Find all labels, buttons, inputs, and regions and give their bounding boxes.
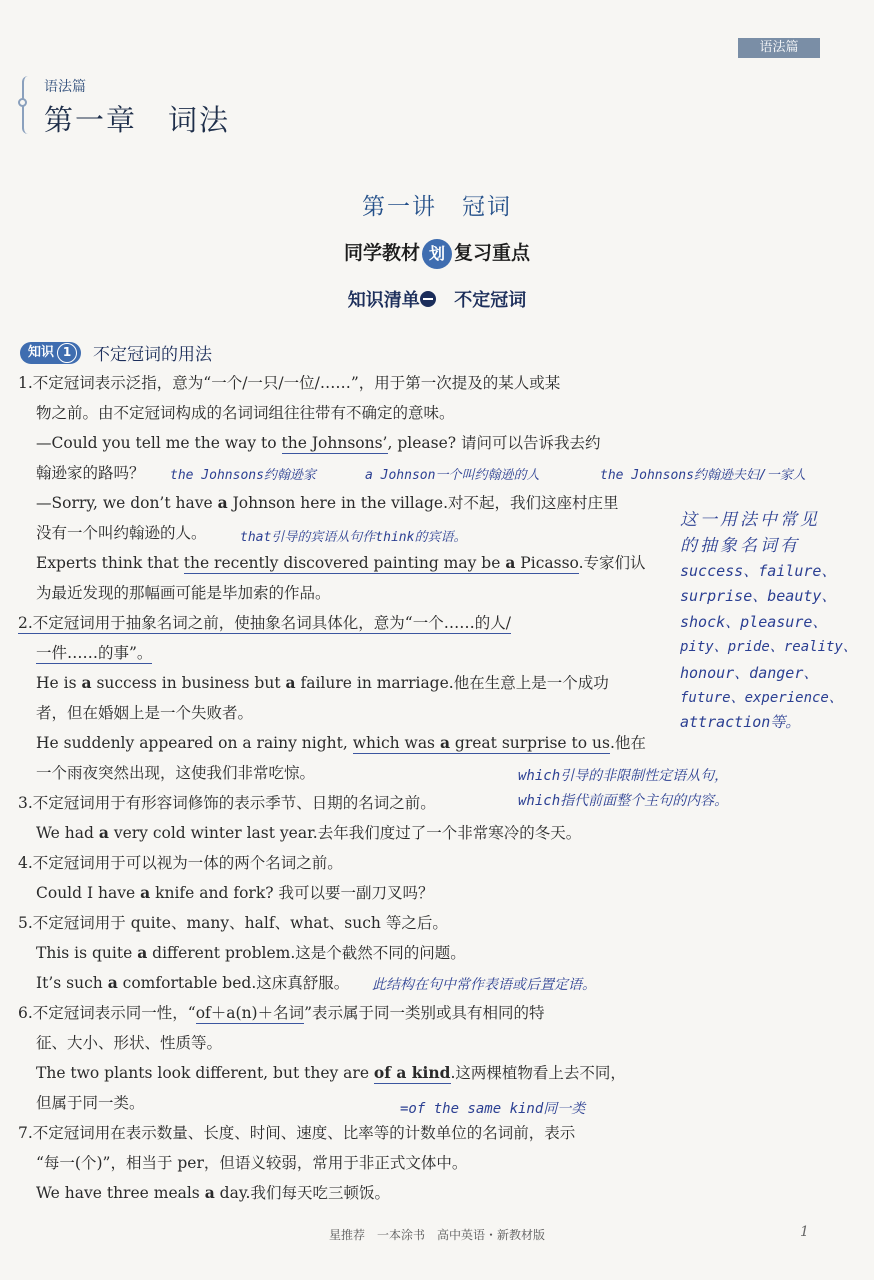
text-line: 3.不定冠词用于有形容词修饰的表示季节、日期的名词之前。 [18, 794, 436, 812]
text-span: the recently discovered painting may be [183, 554, 506, 572]
text-span: different problem.这是个截然不同的问题。 [147, 944, 466, 962]
text-span: —Sorry, we don’t have [36, 494, 218, 512]
text-span: failure in marriage.他在生意上是一个成功 [295, 674, 609, 692]
handwritten-note: the Johnsons约翰逊夫妇/一家人 [600, 468, 806, 483]
handwritten-note: a Johnson一个叫约翰逊的人 [365, 468, 540, 483]
text-line: 5.不定冠词用于 quite、many、half、what、such 等之后。 [18, 914, 448, 932]
text-span: which was [352, 734, 440, 752]
review-pre: 同学教材 [343, 242, 420, 264]
text-span: day.我们每天吃三顿饭。 [214, 1184, 390, 1202]
text-span: —Could you tell me the way to [36, 434, 282, 452]
text-line [18, 938, 673, 968]
text-line: 翰逊家的路吗？ [36, 464, 145, 482]
text-line: 者，但在婚姻上是一个失败者。 [36, 704, 254, 722]
text-span: .专家们认 [578, 554, 646, 572]
underlined-text: the Johnsons’ [281, 434, 388, 452]
bold-article: a [204, 1183, 215, 1202]
handwritten-note: attraction等。 [680, 713, 801, 731]
bold-article: a [81, 673, 92, 692]
text-span: , please? 请问可以告诉我去约 [387, 434, 601, 452]
handwritten-note: 此结构在句中常作表语或后置定语。 [372, 977, 596, 993]
number-one-icon [420, 291, 436, 307]
handwritten-note: 的抽象名词有 [680, 536, 800, 556]
text-span: Could I have [36, 884, 141, 902]
bold-article: a [137, 943, 148, 962]
review-circle-icon: 划 [422, 239, 452, 269]
text-line [18, 428, 673, 458]
handwritten-note: future、experience、 [680, 690, 843, 706]
text-line [18, 728, 673, 758]
text-line [18, 1058, 673, 1088]
review-heading [0, 238, 874, 269]
text-line: 4.不定冠词用于可以视为一体的两个名词之前。 [18, 854, 343, 872]
text-line [18, 638, 673, 668]
handwritten-note: which指代前面整个主句的内容。 [518, 793, 729, 809]
handwritten-note: pity、pride、reality、 [680, 639, 857, 655]
text-span: Picasso [515, 554, 579, 572]
text-line: 没有一个叫约翰逊的人。 [36, 524, 207, 542]
text-line [18, 878, 673, 908]
bold-article: a [217, 493, 228, 512]
review-post: 复习重点 [454, 242, 531, 264]
text-span: Experts think that [36, 554, 184, 572]
text-span: very cold winter last year.去年我们度过了一个非常寒冷的冬天。 [108, 824, 582, 842]
text-span: knife and fork? 我可以要一副刀叉吗？ [150, 884, 434, 902]
text-line [18, 548, 673, 578]
knowledge-list-title: 知识清单 [347, 290, 420, 311]
text-line: 但属于同一类。 [36, 1094, 145, 1112]
lecture-title: 第一讲 冠词 [362, 194, 512, 220]
section-tag: 语法篇 [738, 38, 820, 58]
page-number: 1 [800, 1224, 809, 1240]
article-body [18, 368, 673, 1208]
text-line [18, 608, 673, 638]
handwritten-note: that引导的宾语从句作think的宾语。 [240, 530, 467, 545]
text-line [18, 488, 673, 518]
handwritten-note: =of the same kind同一类 [400, 1101, 586, 1117]
text-span: 6.不定冠词表示同一性，“ [18, 1004, 196, 1022]
text-span: success in business but [91, 674, 286, 692]
text-span: The two plants look different, but they are [36, 1064, 374, 1082]
footer-text: 星推荐 一本涂书 高中英语・新教材版 [328, 1228, 545, 1242]
bold-article: a [439, 733, 450, 752]
bold-article: a [285, 673, 296, 692]
rule-1: 1.不定冠词表示泛指，意为“一个/一只/一位/……”，用于第一次提及的某人或某 [18, 374, 561, 392]
handwritten-note: shock、pleasure、 [680, 613, 828, 631]
text-line: “每一(个)”，相当于 per，但语义较弱，常用于非正式文体中。 [36, 1154, 468, 1172]
handwritten-note: success、failure、 [680, 562, 837, 580]
knowledge-badge [20, 342, 81, 364]
underlined-text [353, 734, 610, 754]
text-line [18, 818, 673, 848]
knowledge-list-heading [0, 286, 874, 312]
knowledge-badge-number: 1 [57, 343, 77, 363]
text-span: It’s such [36, 974, 108, 992]
text-span: This is quite [36, 944, 138, 962]
knowledge-list-title2: 不定冠词 [454, 290, 527, 311]
text-line: 征、大小、形状、性质等。 [36, 1034, 223, 1052]
text-span: .他在 [609, 734, 646, 752]
chapter-label: 语法篇 [44, 79, 86, 95]
rule-2: 2.不定冠词用于抽象名词之前，使抽象名词具体化，意为“一个……的人/ [18, 614, 511, 632]
bold-article: a [140, 883, 151, 902]
chapter-title: 第一章 词法 [44, 103, 231, 137]
text-span: He is [36, 674, 82, 692]
bold-article: a [98, 823, 109, 842]
underlined-text [184, 554, 579, 574]
text-span: We had [36, 824, 99, 842]
text-line [18, 368, 673, 398]
text-line [18, 998, 673, 1028]
text-line [18, 1178, 673, 1208]
handwritten-note: surprise、beauty、 [680, 587, 837, 605]
underlined-text: 一件……的事”。 [36, 644, 153, 662]
text-span: He suddenly appeared on a rainy night, [36, 734, 353, 752]
text-line: 7.不定冠词用在表示数量、长度、时间、速度、比率等的计数单位的名词前，表示 [18, 1124, 576, 1142]
knowledge-point-heading [20, 340, 213, 365]
underlined-text: of＋a(n)＋名词 [195, 1004, 305, 1022]
knowledge-badge-text: 知识 [28, 344, 55, 360]
bold-underlined-text: of a kind [373, 1063, 451, 1082]
text-line: 物之前。由不定冠词构成的名词词组往往带有不确定的意味。 [36, 404, 455, 422]
text-line [18, 668, 673, 698]
text-span: Johnson here in the village.对不起，我们这座村庄里 [227, 494, 619, 512]
handwritten-note: the Johnsons约翰逊家 [170, 468, 316, 483]
bold-article: a [107, 973, 118, 992]
text-span: ”表示属于同一类别或具有相同的特 [304, 1004, 545, 1022]
chapter-dot-icon [18, 98, 27, 107]
text-span: .这两棵植物看上去不同， [450, 1064, 626, 1082]
text-span: We have three meals [36, 1184, 205, 1202]
knowledge-point-title: 不定冠词的用法 [93, 345, 213, 365]
handwritten-note: 这一用法中常见 [680, 510, 820, 530]
text-line: 为最近发现的那幅画可能是毕加索的作品。 [36, 584, 331, 602]
text-line: 一个雨夜突然出现，这使我们非常吃惊。 [36, 764, 316, 782]
text-span: comfortable bed.这床真舒服。 [117, 974, 350, 992]
handwritten-note: honour、danger、 [680, 664, 819, 682]
bold-article: a [505, 553, 516, 572]
handwritten-note: which引导的非限制性定语从句， [518, 768, 729, 784]
text-span: great surprise to us [449, 734, 610, 752]
